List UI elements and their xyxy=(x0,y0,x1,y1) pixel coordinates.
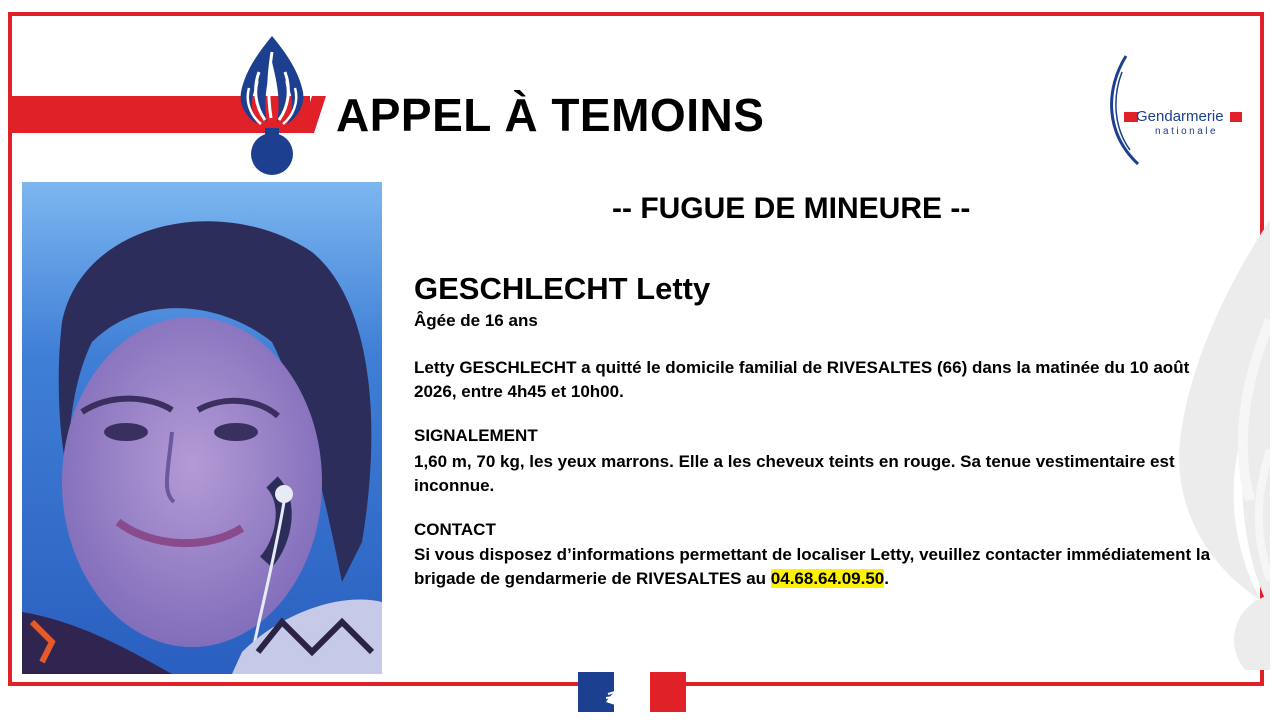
person-name: GESCHLECHT Letty xyxy=(414,271,711,306)
logo-subtitle: nationale xyxy=(1155,126,1219,137)
grenade-watermark-icon xyxy=(1150,200,1270,670)
contact-phone-number[interactable]: 04.68.64.09.50 xyxy=(770,569,885,588)
missing-person-photo xyxy=(22,182,382,674)
contact-heading: CONTACT xyxy=(414,520,496,539)
contact-end-punctuation: . xyxy=(884,569,889,588)
notice-subtitle: -- FUGUE DE MINEURE -- xyxy=(612,192,971,225)
page-title: APPEL À TEMOINS xyxy=(336,89,765,141)
person-age: Âgée de 16 ans xyxy=(414,311,538,330)
description-text: 1,60 m, 70 kg, les yeux marrons. Elle a les cheveux teints en rouge. Sa tenue vestimentaire est inconnue. xyxy=(414,452,1175,495)
marianne-flag-icon xyxy=(578,672,686,712)
contact-text xyxy=(414,543,1214,591)
description-heading: SIGNALEMENT xyxy=(414,426,538,445)
disappearance-details: Letty GESCHLECHT a quitté le domicile familial de RIVESALTES (66) dans la matinée du 10 août 2026, entre 4h45 et 10h00. xyxy=(414,358,1190,401)
gendarmerie-grenade-icon xyxy=(227,32,317,178)
logo-title: Gendarmerie xyxy=(1136,108,1224,125)
contact-instructions: Si vous disposez d’informations permettant de localiser Letty, veuillez contacter immédiatement la brigade de gendarmerie de RIVESALTES au xyxy=(414,545,1211,588)
